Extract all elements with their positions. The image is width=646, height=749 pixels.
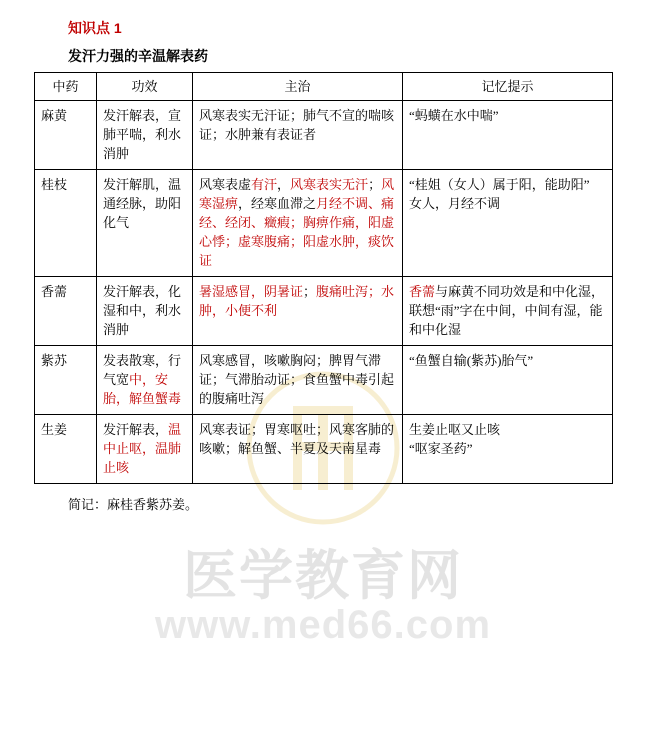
cell-memory: 香薷与麻黄不同功效是和中化湿，联想“雨”字在中间，中间有湿，能和中化湿: [403, 277, 613, 346]
cell-memory: “桂姐（女人）属于阳，能助阳” 女人，月经不调: [403, 170, 613, 277]
col-header-indication: 主治: [193, 73, 403, 101]
cell-effect: 发汗解表，化湿和中，利水消肿: [97, 277, 193, 346]
document-page: [0, 18, 646, 749]
table-row: [35, 415, 613, 484]
cell-effect: 发汗解表，温中止呕，温肺止咳: [97, 415, 193, 484]
cell-memory: “蚂蟥在水中喘”: [403, 101, 613, 170]
cell-memory: “鱼蟹自输(紫苏)胎气”: [403, 346, 613, 415]
cell-herb-name: 紫苏: [35, 346, 97, 415]
cell-indication: 风寒感冒，咳嗽胸闷；脾胃气滞证；气滞胎动证；食鱼蟹中毒引起的腹痛吐泻: [193, 346, 403, 415]
table-row: [35, 277, 613, 346]
cell-indication: 风寒表证；胃寒呕吐；风寒客肺的咳嗽；解鱼蟹、半夏及天南星毒: [193, 415, 403, 484]
cell-memory: 生姜止呕又止咳 “呕家圣药”: [403, 415, 613, 484]
document-content: [0, 18, 646, 513]
table-header-row: [35, 73, 613, 101]
col-header-effect: 功效: [97, 73, 193, 101]
footer-note: 简记：麻桂香紫苏姜。: [68, 497, 199, 512]
watermark-text: 医学教育网: [183, 546, 463, 606]
col-header-herb: 中药: [35, 73, 97, 101]
cell-indication: 暑湿感冒，阴暑证；腹痛吐泻；水肿，小便不利: [193, 277, 403, 346]
table-row: [35, 101, 613, 170]
watermark-url: www.med66.com: [154, 603, 492, 647]
col-header-memory: 记忆提示: [403, 73, 613, 101]
cell-effect: 发汗解表，宣肺平喘，利水消肿: [97, 101, 193, 170]
table-row: [35, 346, 613, 415]
cell-herb-name: 香薷: [35, 277, 97, 346]
knowledge-point-title: 知识点 1: [68, 20, 122, 36]
cell-indication: 风寒表虚有汗，风寒表实无汗；风寒湿痹，经寒血滞之月经不调、痛经、经闭、癥瘕；胸痹作痛，阳虚心悸；虚寒腹痛；阳虚水肿，痰饮证: [193, 170, 403, 277]
cell-herb-name: 生姜: [35, 415, 97, 484]
cell-effect: 发表散寒，行气宽中，安胎，解鱼蟹毒: [97, 346, 193, 415]
cell-indication: 风寒表实无汗证；肺气不宣的喘咳证；水肿兼有表证者: [193, 101, 403, 170]
cell-effect: 发汗解肌，温通经脉，助阳化气: [97, 170, 193, 277]
section-subtitle: 发汗力强的辛温解表药: [68, 48, 208, 64]
table-body: [35, 101, 613, 484]
cell-herb-name: 桂枝: [35, 170, 97, 277]
cell-herb-name: 麻黄: [35, 101, 97, 170]
table-row: [35, 170, 613, 277]
herb-table: [34, 72, 613, 484]
